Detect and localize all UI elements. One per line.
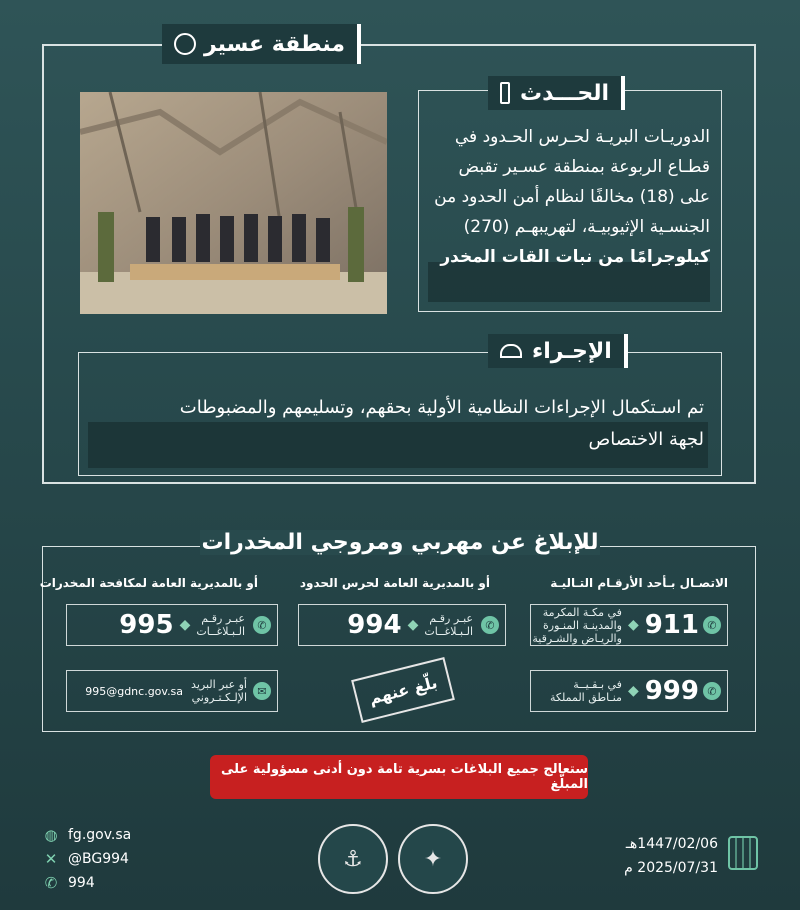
hotline-911-desc: في مكـة المكرمة (542, 605, 622, 619)
x-contact[interactable] (42, 850, 129, 868)
chevron-icon: ◆ (179, 617, 191, 633)
x-handle-text[interactable]: @BG994 (68, 851, 129, 867)
email-desc: أو عبر البريد (191, 678, 247, 691)
event-heading: الحـــدث (520, 80, 610, 106)
hotline-995[interactable] (66, 604, 278, 646)
confidentiality-notice (210, 755, 588, 799)
phone-icon: ✆ (253, 616, 271, 634)
search-location-icon (174, 33, 196, 55)
event-line: كيلوجرامًا من نبات القات المخدر (440, 247, 710, 267)
globe-icon: ◍ (44, 826, 58, 844)
hotline-999-desc: في بـقـيــة (573, 678, 622, 691)
narc-column-heading: أو بالمديرية العامة لمكافحة المخدرات (39, 576, 258, 590)
report-stamp-text: بلّغ عنهم (366, 672, 440, 708)
x-icon: ✕ (44, 850, 58, 868)
border-guard-emblem: ⚓ (318, 824, 388, 894)
hotline-994-desc: الـبـلاغــات (424, 625, 473, 638)
event-line: قطـاع الربوعة بمنطقة عسـير تقبض (458, 157, 710, 177)
event-photo (80, 92, 387, 314)
hotline-911[interactable] (530, 604, 728, 646)
website-contact[interactable] (42, 826, 131, 844)
hotline-999-number: 999 (644, 676, 699, 706)
phone-contact[interactable] (42, 874, 95, 892)
action-heading-tab (488, 334, 628, 368)
event-text (410, 122, 710, 272)
email-contact[interactable] (66, 670, 278, 712)
event-line: الجنسـية الإثيوبيـة، لتهريبهـم (270) (463, 217, 710, 237)
mail-icon: ✉ (253, 682, 271, 700)
region-title: منطقة عسير (204, 31, 345, 57)
action-heading: الإجـراء (532, 338, 612, 364)
hotline-911-number: 911 (644, 610, 699, 640)
event-line: الدوريـات البريـة لحـرس الحـدود في (454, 127, 710, 147)
radio-icon (500, 82, 510, 104)
date-gregorian: 2025/07/31 م (624, 860, 718, 876)
hotline-994[interactable] (298, 604, 506, 646)
phone-icon: ✆ (703, 616, 721, 634)
chevron-icon: ◆ (407, 617, 419, 633)
call-column-heading: الاتصـال بـأحد الأرقـام التـاليـة (550, 576, 728, 590)
saudi-emblem: ✦ (398, 824, 468, 894)
region-title-tab (162, 24, 361, 64)
action-line: لجهة الاختصاص (588, 429, 704, 450)
event-line: على (18) مخالفًا لنظام أمن الحدود من (434, 187, 710, 207)
calendar-icon (728, 836, 758, 870)
hotline-995-desc: عبـر رقـم (201, 612, 245, 625)
event-heading-tab (488, 76, 625, 110)
hotline-995-desc: الـبـلاغــات (196, 625, 245, 638)
chevron-icon: ◆ (627, 617, 639, 633)
email-address[interactable]: 995@gdnc.gov.sa (85, 684, 184, 698)
hotline-994-desc: عبـر رقـم (429, 612, 473, 625)
date-hijri: 1447/02/06هـ (625, 836, 718, 852)
phone-icon: ✆ (703, 682, 721, 700)
report-title: للإبلاغ عن مهربي ومروجي المخدرات (201, 530, 599, 555)
action-line: تم اسـتكمال الإجراءات النظامية الأولية بحقهم، وتسليمهم والمضبوطات (179, 397, 704, 418)
hotline-995-number: 995 (119, 610, 174, 640)
siren-icon (500, 344, 522, 358)
hotline-999[interactable] (530, 670, 728, 712)
hotline-911-desc: والمدينـة المنـورة (543, 618, 622, 632)
hotline-911-desc: والريـاض والشـرقية (532, 631, 622, 645)
phone-text[interactable]: 994 (68, 875, 95, 891)
chevron-icon: ◆ (627, 683, 639, 699)
confidentiality-notice-text: ستعالج جميع البلاغات بسرية تامة دون أدنى مسؤولية على المبلّغ (221, 762, 588, 792)
hotline-994-number: 994 (347, 610, 402, 640)
phone-icon: ✆ (44, 874, 58, 892)
phone-icon: ✆ (481, 616, 499, 634)
email-desc: الإلـكـتـروني (191, 691, 247, 704)
website-text[interactable]: fg.gov.sa (68, 827, 132, 843)
action-text (84, 392, 704, 456)
border-column-heading: أو بالمديرية العامة لحرس الحدود (299, 576, 490, 590)
hotline-999-desc: منـاطق المملكة (549, 691, 622, 704)
